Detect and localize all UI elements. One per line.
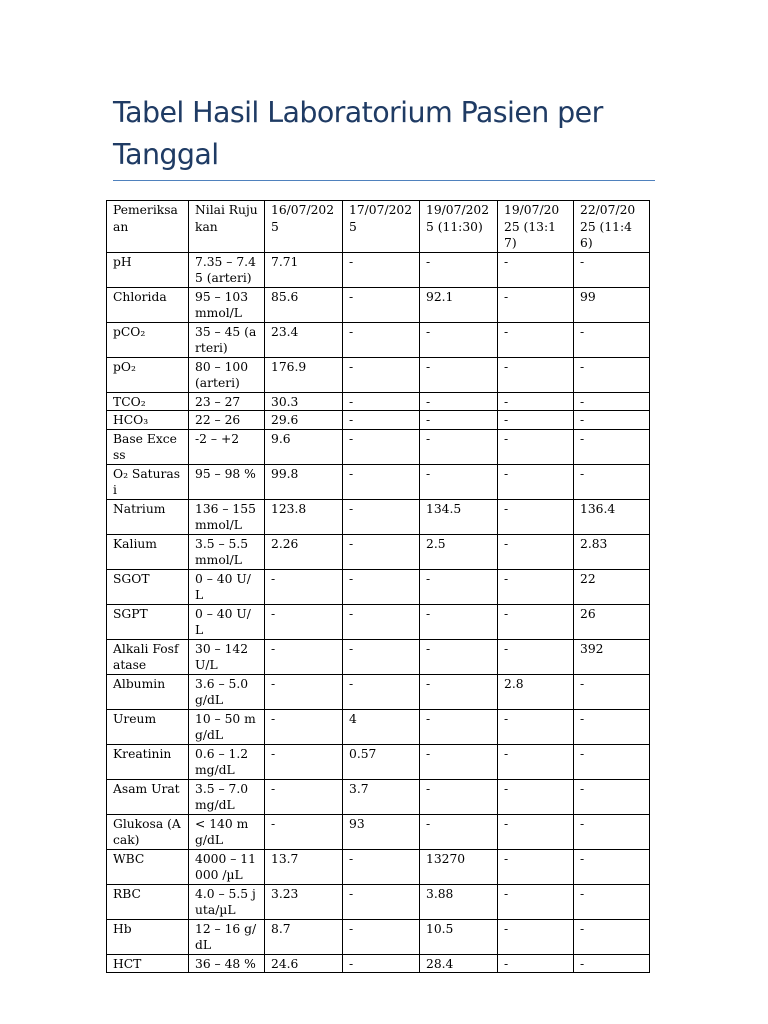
table-cell: 12 – 16 g/dL xyxy=(189,919,265,954)
table-cell: WBC xyxy=(107,849,189,884)
table-cell: - xyxy=(574,744,650,779)
table-cell: < 140 mg/dL xyxy=(189,814,265,849)
table-cell: - xyxy=(265,779,343,814)
table-cell: - xyxy=(343,884,420,919)
table-cell: - xyxy=(498,569,574,604)
table-cell: Hb xyxy=(107,919,189,954)
table-cell: 99.8 xyxy=(265,464,343,499)
table-cell: - xyxy=(420,411,498,430)
table-cell: O₂ Saturasi xyxy=(107,464,189,499)
table-row xyxy=(107,464,650,499)
table-cell: - xyxy=(343,357,420,392)
table-header-cell: Nilai Rujukan xyxy=(189,201,265,253)
table-cell: 22 – 26 xyxy=(189,411,265,430)
table-cell: 26 xyxy=(574,604,650,639)
table-cell: - xyxy=(574,779,650,814)
table-cell: - xyxy=(420,779,498,814)
table-cell: 92.1 xyxy=(420,287,498,322)
table-row xyxy=(107,357,650,392)
table-cell: - xyxy=(498,252,574,287)
table-cell: - xyxy=(498,744,574,779)
table-cell: -2 – +2 xyxy=(189,429,265,464)
table-cell: - xyxy=(420,429,498,464)
table-cell: Glukosa (Acak) xyxy=(107,814,189,849)
table-cell: - xyxy=(498,919,574,954)
table-cell: 2.26 xyxy=(265,534,343,569)
table-cell: - xyxy=(574,884,650,919)
table-header-cell: 16/07/2025 xyxy=(265,201,343,253)
table-header-cell: 19/07/2025 (13:17) xyxy=(498,201,574,253)
table-cell: - xyxy=(498,411,574,430)
table-cell: - xyxy=(420,639,498,674)
table-cell: 99 xyxy=(574,287,650,322)
table-cell: 23.4 xyxy=(265,322,343,357)
table-cell: - xyxy=(498,464,574,499)
table-cell: 0 – 40 U/L xyxy=(189,604,265,639)
table-cell: 24.6 xyxy=(265,954,343,973)
table-cell: 2.83 xyxy=(574,534,650,569)
table-row xyxy=(107,919,650,954)
table-cell: - xyxy=(343,639,420,674)
table-cell: 30.3 xyxy=(265,392,343,411)
table-cell: 10.5 xyxy=(420,919,498,954)
table-cell: pO₂ xyxy=(107,357,189,392)
table-cell: pH xyxy=(107,252,189,287)
table-cell: - xyxy=(498,779,574,814)
table-cell: 392 xyxy=(574,639,650,674)
table-cell: - xyxy=(498,814,574,849)
table-body xyxy=(107,201,650,973)
table-cell: - xyxy=(574,814,650,849)
table-cell: - xyxy=(420,392,498,411)
table-cell: - xyxy=(574,709,650,744)
table-cell: - xyxy=(420,464,498,499)
table-cell: - xyxy=(574,252,650,287)
table-cell: 95 – 98 % xyxy=(189,464,265,499)
table-cell: - xyxy=(574,411,650,430)
table-cell: 4 xyxy=(343,709,420,744)
table-row xyxy=(107,814,650,849)
table-cell: 136.4 xyxy=(574,499,650,534)
table-cell: 8.7 xyxy=(265,919,343,954)
table-cell: 30 – 142 U/L xyxy=(189,639,265,674)
table-row xyxy=(107,849,650,884)
table-row xyxy=(107,499,650,534)
table-cell: Base Excess xyxy=(107,429,189,464)
table-cell: 29.6 xyxy=(265,411,343,430)
table-cell: - xyxy=(343,411,420,430)
table-cell: - xyxy=(498,392,574,411)
table-cell: 23 – 27 xyxy=(189,392,265,411)
table-cell: SGOT xyxy=(107,569,189,604)
page-title: Tabel Hasil Laboratorium Pasien per Tanggal xyxy=(113,96,603,171)
table-row xyxy=(107,322,650,357)
table-row xyxy=(107,639,650,674)
table-header-cell: Pemeriksaan xyxy=(107,201,189,253)
table-cell: - xyxy=(265,674,343,709)
table-cell: - xyxy=(265,744,343,779)
table-cell: - xyxy=(420,814,498,849)
table-cell: 3.7 xyxy=(343,779,420,814)
table-cell: - xyxy=(498,287,574,322)
table-cell: - xyxy=(498,534,574,569)
table-cell: 2.5 xyxy=(420,534,498,569)
table-row xyxy=(107,287,650,322)
table-cell: - xyxy=(574,849,650,884)
table-cell: 0.6 – 1.2 mg/dL xyxy=(189,744,265,779)
table-cell: - xyxy=(498,499,574,534)
table-cell: - xyxy=(420,674,498,709)
table-row xyxy=(107,534,650,569)
table-cell: 13270 xyxy=(420,849,498,884)
table-row xyxy=(107,429,650,464)
table-cell: Albumin xyxy=(107,674,189,709)
table-row xyxy=(107,744,650,779)
table-cell: 3.6 – 5.0 g/dL xyxy=(189,674,265,709)
table-cell: - xyxy=(343,499,420,534)
table-cell: - xyxy=(498,357,574,392)
table-cell: SGPT xyxy=(107,604,189,639)
table-cell: - xyxy=(498,849,574,884)
table-cell: 35 – 45 (arteri) xyxy=(189,322,265,357)
table-cell: Alkali Fosfatase xyxy=(107,639,189,674)
table-cell: - xyxy=(498,954,574,973)
table-cell: - xyxy=(498,709,574,744)
table-cell: - xyxy=(420,604,498,639)
table-cell: - xyxy=(574,674,650,709)
table-cell: - xyxy=(343,322,420,357)
table-row xyxy=(107,252,650,287)
table-cell: 2.8 xyxy=(498,674,574,709)
table-row xyxy=(107,709,650,744)
table-cell: 4.0 – 5.5 juta/µL xyxy=(189,884,265,919)
table-cell: 28.4 xyxy=(420,954,498,973)
table-row xyxy=(107,674,650,709)
table-cell: - xyxy=(498,429,574,464)
table-cell: 22 xyxy=(574,569,650,604)
table-cell: 134.5 xyxy=(420,499,498,534)
table-cell: TCO₂ xyxy=(107,392,189,411)
table-cell: Kreatinin xyxy=(107,744,189,779)
table-header-row xyxy=(107,201,650,253)
table-cell: 10 – 50 mg/dL xyxy=(189,709,265,744)
table-cell: 3.88 xyxy=(420,884,498,919)
table-cell: - xyxy=(343,849,420,884)
table-cell: - xyxy=(265,709,343,744)
table-cell: - xyxy=(265,569,343,604)
table-cell: - xyxy=(343,604,420,639)
table-cell: - xyxy=(343,429,420,464)
table-cell: - xyxy=(574,357,650,392)
table-header-cell: 19/07/2025 (11:30) xyxy=(420,201,498,253)
table-cell: - xyxy=(420,252,498,287)
table-cell: Natrium xyxy=(107,499,189,534)
table-cell: - xyxy=(498,604,574,639)
table-cell: 3.5 – 7.0 mg/dL xyxy=(189,779,265,814)
table-row xyxy=(107,604,650,639)
table-cell: - xyxy=(420,709,498,744)
table-cell: 13.7 xyxy=(265,849,343,884)
table-cell: 123.8 xyxy=(265,499,343,534)
table-row xyxy=(107,569,650,604)
table-cell: HCO₃ xyxy=(107,411,189,430)
table-row xyxy=(107,411,650,430)
table-cell: pCO₂ xyxy=(107,322,189,357)
table-cell: - xyxy=(343,464,420,499)
table-cell: - xyxy=(343,252,420,287)
table-cell: - xyxy=(343,954,420,973)
table-cell: - xyxy=(574,954,650,973)
table-cell: HCT xyxy=(107,954,189,973)
table-cell: 36 – 48 % xyxy=(189,954,265,973)
table-cell: - xyxy=(498,322,574,357)
title-divider xyxy=(113,180,655,181)
table-cell: 136 – 155 mmol/L xyxy=(189,499,265,534)
table-cell: 9.6 xyxy=(265,429,343,464)
table-cell: - xyxy=(574,429,650,464)
table-cell: - xyxy=(574,392,650,411)
table-cell: - xyxy=(343,569,420,604)
table-cell: Asam Urat xyxy=(107,779,189,814)
table-cell: 0.57 xyxy=(343,744,420,779)
table-cell: 3.23 xyxy=(265,884,343,919)
table-cell: - xyxy=(420,322,498,357)
table-row xyxy=(107,954,650,973)
table-cell: - xyxy=(574,464,650,499)
table-cell: - xyxy=(265,814,343,849)
table-cell: 7.71 xyxy=(265,252,343,287)
table-cell: - xyxy=(343,919,420,954)
table-cell: - xyxy=(420,357,498,392)
table-cell: 80 – 100 (arteri) xyxy=(189,357,265,392)
table-cell: - xyxy=(498,639,574,674)
table-cell: - xyxy=(420,744,498,779)
table-cell: - xyxy=(265,639,343,674)
table-cell: 176.9 xyxy=(265,357,343,392)
table-row xyxy=(107,392,650,411)
table-cell: - xyxy=(343,674,420,709)
table-cell: - xyxy=(343,392,420,411)
table-cell: RBC xyxy=(107,884,189,919)
table-header-cell: 22/07/2025 (11:46) xyxy=(574,201,650,253)
table-cell: - xyxy=(498,884,574,919)
table-cell: - xyxy=(574,322,650,357)
table-cell: Ureum xyxy=(107,709,189,744)
table-cell: 93 xyxy=(343,814,420,849)
table-cell: - xyxy=(574,919,650,954)
lab-results-table xyxy=(106,200,650,973)
table-cell: 4000 – 11000 /µL xyxy=(189,849,265,884)
table-cell: 3.5 – 5.5 mmol/L xyxy=(189,534,265,569)
table-cell: - xyxy=(265,604,343,639)
table-header-cell: 17/07/2025 xyxy=(343,201,420,253)
table-cell: 7.35 – 7.45 (arteri) xyxy=(189,252,265,287)
table-cell: 85.6 xyxy=(265,287,343,322)
table-cell: - xyxy=(343,534,420,569)
table-cell: 0 – 40 U/L xyxy=(189,569,265,604)
table-cell: - xyxy=(420,569,498,604)
table-cell: Chlorida xyxy=(107,287,189,322)
table-cell: 95 – 103 mmol/L xyxy=(189,287,265,322)
table-cell: - xyxy=(343,287,420,322)
table-row xyxy=(107,884,650,919)
table-cell: Kalium xyxy=(107,534,189,569)
table-row xyxy=(107,779,650,814)
